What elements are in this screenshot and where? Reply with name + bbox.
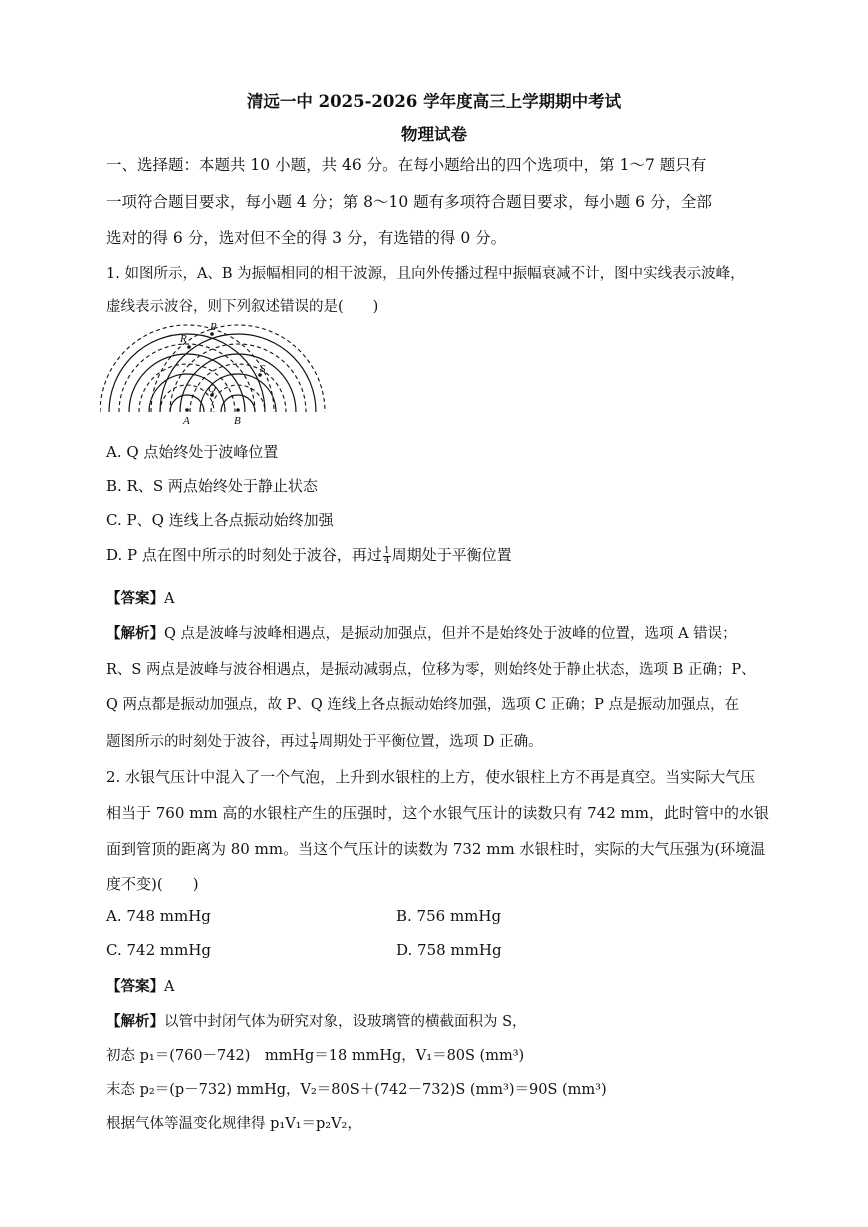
q1-option-d <box>106 544 512 566</box>
exam-subtitle: 物理试卷 <box>401 125 467 144</box>
fraction-denominator: 4 <box>383 555 390 566</box>
exam-title: 清远一中 2025-2026 学年度高三上学期期中考试 <box>246 92 622 111</box>
fraction-one-quarter <box>383 547 391 566</box>
q2-analysis-line2: 初态 p₁＝(760－742) mmHg＝18 mmHg，V₁＝80S (mm³) <box>106 1048 525 1064</box>
q1-analysis-line3: Q 两点都是振动加强点，故 P、Q 连线上各点振动始终加强，选项 C 正确；P 点是振动加强点，在 <box>106 697 740 713</box>
q1-option-d-post: 周期处于平衡位置 <box>391 546 512 564</box>
q2-option-a: A. 748 mmHg <box>106 907 211 925</box>
q2-stem-line2: 相当于 760 mm 高的水银柱产生的压强时，这个水银气压计的读数只有 742 mm，此时管中的水银 <box>106 804 769 822</box>
q1-option-a: A. Q 点始终处于波峰位置 <box>106 443 279 461</box>
label-r: R <box>180 333 187 345</box>
fraction-denominator: 4 <box>311 741 317 752</box>
wave-trough-a4 <box>100 325 274 412</box>
point-r-dot <box>187 345 191 349</box>
q1-option-d-pre: D. P 点在图中所示的时刻处于波谷，再过 <box>106 546 382 564</box>
q2-analysis-line1 <box>106 1010 527 1031</box>
analysis-text: 以管中封闭气体为研究对象，设玻璃管的横截面积为 S， <box>164 1014 527 1030</box>
analysis-text: Q 点是波峰与波峰相遇点，是振动加强点，但并不是始终处于波峰的位置，选项 A 错误； <box>164 626 737 642</box>
q2-analysis-line4: 根据气体等温变化规律得 p₁V₁＝p₂V₂， <box>106 1116 362 1132</box>
q1-stem-line2: 虚线表示波谷，则下列叙述错误的是( ) <box>106 299 379 315</box>
q2-stem-line1: 2. 水银气压计中混入了一个气泡，上升到水银柱的上方，使水银柱上方不再是真空。当实际大气压 <box>106 768 756 786</box>
label-a: A <box>183 415 190 427</box>
q2-option-b: B. 756 mmHg <box>396 907 502 925</box>
q1-option-b: B. R、S 两点始终处于静止状态 <box>106 477 318 495</box>
q2-answer <box>106 975 174 996</box>
fraction-numerator: 1 <box>311 731 317 742</box>
source-a-dot <box>185 408 189 412</box>
q1-answer <box>106 587 174 608</box>
q2-analysis-line3: 末态 p₂＝(p－732) mmHg，V₂＝80S＋(742－732)S (mm³)＝90S (mm³) <box>106 1082 607 1098</box>
analysis-text: 题图所示的时刻处于波谷，再过 <box>106 734 309 750</box>
q2-stem-line4: 度不变)( ) <box>106 875 199 893</box>
wave-interference-diagram <box>100 318 330 430</box>
analysis-label: 【解析】 <box>106 625 164 642</box>
q1-stem-line1: 1. 如图所示，A、B 为振幅相同的相干波源，且向外传播过程中振幅衰减不计，图中实线表示波峰， <box>106 266 745 282</box>
source-b-dot <box>236 408 240 412</box>
section-instructions-line3: 选对的得 6 分，选对但不全的得 3 分，有选错的得 0 分。 <box>106 229 507 247</box>
wave-trough-b2 <box>190 364 286 412</box>
answer-label: 【答案】 <box>106 978 164 995</box>
wave-trough-b1 <box>211 385 265 412</box>
q2-stem-line3: 面到管顶的距离为 80 mm。当这个气压计的读数为 732 mm 水银柱时，实际的大气压强为(环境温 <box>106 840 766 858</box>
wave-trough-b4 <box>151 325 325 412</box>
q2-option-c: C. 742 mmHg <box>106 941 212 959</box>
fraction-one-quarter <box>310 733 318 752</box>
wave-trough-a2 <box>139 364 235 412</box>
wave-crest-a4 <box>109 334 265 412</box>
q1-analysis-line4 <box>106 730 543 752</box>
q1-analysis-line1 <box>106 622 737 643</box>
answer-value: A <box>164 591 175 607</box>
analysis-text: 周期处于平衡位置，选项 D 正确。 <box>318 734 543 750</box>
q1-option-c: C. P、Q 连线上各点振动始终加强 <box>106 511 334 529</box>
label-b: B <box>234 415 241 427</box>
label-p: P <box>210 321 217 333</box>
answer-value: A <box>164 979 175 995</box>
label-q: Q <box>208 383 216 395</box>
q1-analysis-line2: R、S 两点是波峰与波谷相遇点，是振动减弱点，位移为零，则始终处于静止状态，选项 B 正确；P、 <box>106 662 756 678</box>
label-s: S <box>260 363 266 375</box>
wave-trough-a1 <box>160 385 214 412</box>
section-instructions-line2: 一项符合题目要求，每小题 4 分；第 8～10 题有多项符合题目要求，每小题 6 分，全部 <box>106 193 712 211</box>
fraction-numerator: 1 <box>383 545 390 556</box>
q2-option-d: D. 758 mmHg <box>396 941 502 959</box>
analysis-label: 【解析】 <box>106 1013 164 1030</box>
section-instructions-line1: 一、选择题：本题共 10 小题，共 46 分。在每小题给出的四个选项中，第 1～7 题只有 <box>106 156 707 174</box>
answer-label: 【答案】 <box>106 590 164 607</box>
wave-crest-b4 <box>160 334 316 412</box>
